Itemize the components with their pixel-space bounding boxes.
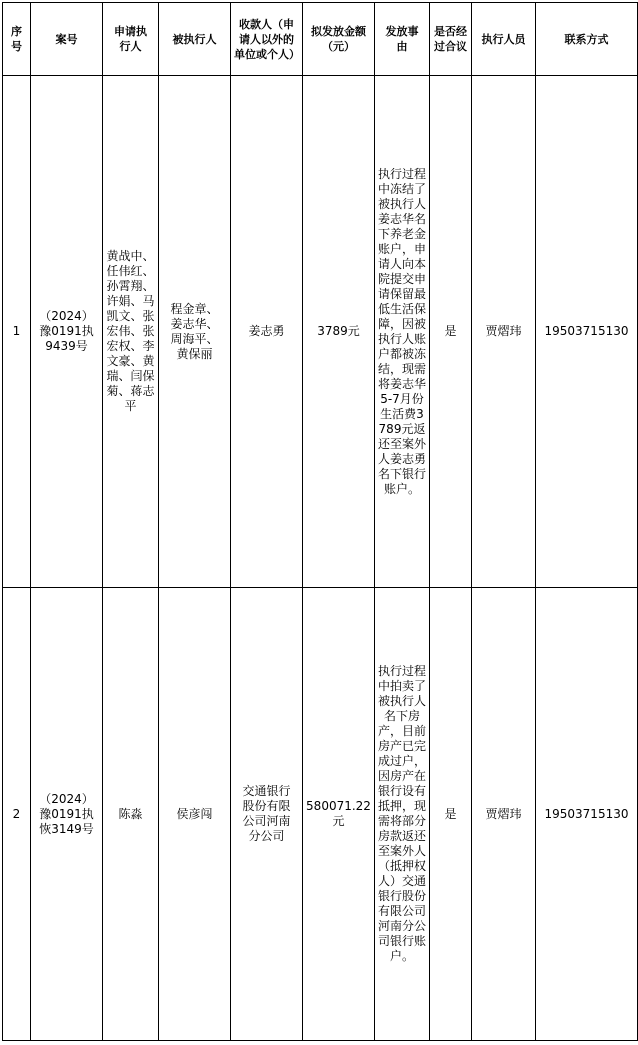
- header-officer: 执行人员: [472, 3, 536, 76]
- cell-amount: 580071.22元: [303, 588, 375, 1041]
- cell-payee: 姜志勇: [231, 76, 303, 588]
- cell-payee: 交通银行股份有限公司河南分公司: [231, 588, 303, 1041]
- cell-contact: 19503715130: [536, 76, 638, 588]
- cell-seq: 1: [3, 76, 31, 588]
- cell-officer: 贾熠玮: [472, 588, 536, 1041]
- header-respondent: 被执行人: [159, 3, 231, 76]
- header-case-no: 案号: [31, 3, 103, 76]
- table-row: [3, 588, 638, 1041]
- cell-amount: 3789元: [303, 76, 375, 588]
- cell-reason: 执行过程中冻结了被执行人姜志华名下养老金账户，申请人向本院提交申请保留最低生活保障，因被执行人账户都被冻结，现需将姜志华5-7月份生活费3789元返还至案外人姜志勇名下银行账户。: [375, 76, 430, 588]
- cell-applicant: 黄战中、任伟红、孙霄翔、许娟、马凯文、张宏伟、张宏权、李文豪、黄瑞、闫保菊、蒋志平: [103, 76, 159, 588]
- cell-seq: 2: [3, 588, 31, 1041]
- cell-officer: 贾熠玮: [472, 76, 536, 588]
- cell-respondent: 程金章、姜志华、周海平、黄保丽: [159, 76, 231, 588]
- header-applicant: 申请执行人: [103, 3, 159, 76]
- header-payee: 收款人（申请人以外的单位或个人）: [231, 3, 303, 76]
- header-row: [3, 3, 638, 76]
- cell-applicant: 陈淼: [103, 588, 159, 1041]
- header-contact: 联系方式: [536, 3, 638, 76]
- cell-respondent: 侯彦闯: [159, 588, 231, 1041]
- cell-contact: 19503715130: [536, 588, 638, 1041]
- header-meeting: 是否经过合议: [430, 3, 472, 76]
- header-seq: 序号: [3, 3, 31, 76]
- cell-case-no: （2024）豫0191执9439号: [31, 76, 103, 588]
- header-reason: 发放事由: [375, 3, 430, 76]
- header-amount: 拟发放金额（元）: [303, 3, 375, 76]
- cell-meeting: 是: [430, 76, 472, 588]
- disbursement-table: [2, 2, 638, 1041]
- cell-case-no: （2024）豫0191执恢3149号: [31, 588, 103, 1041]
- cell-meeting: 是: [430, 588, 472, 1041]
- cell-reason: 执行过程中拍卖了被执行人名下房产，目前房产已完成过户，因房产在银行设有抵押，现需将部分房款返还至案外人（抵押权人）交通银行股份有限公司河南分公司银行账户。: [375, 588, 430, 1041]
- table-row: [3, 76, 638, 588]
